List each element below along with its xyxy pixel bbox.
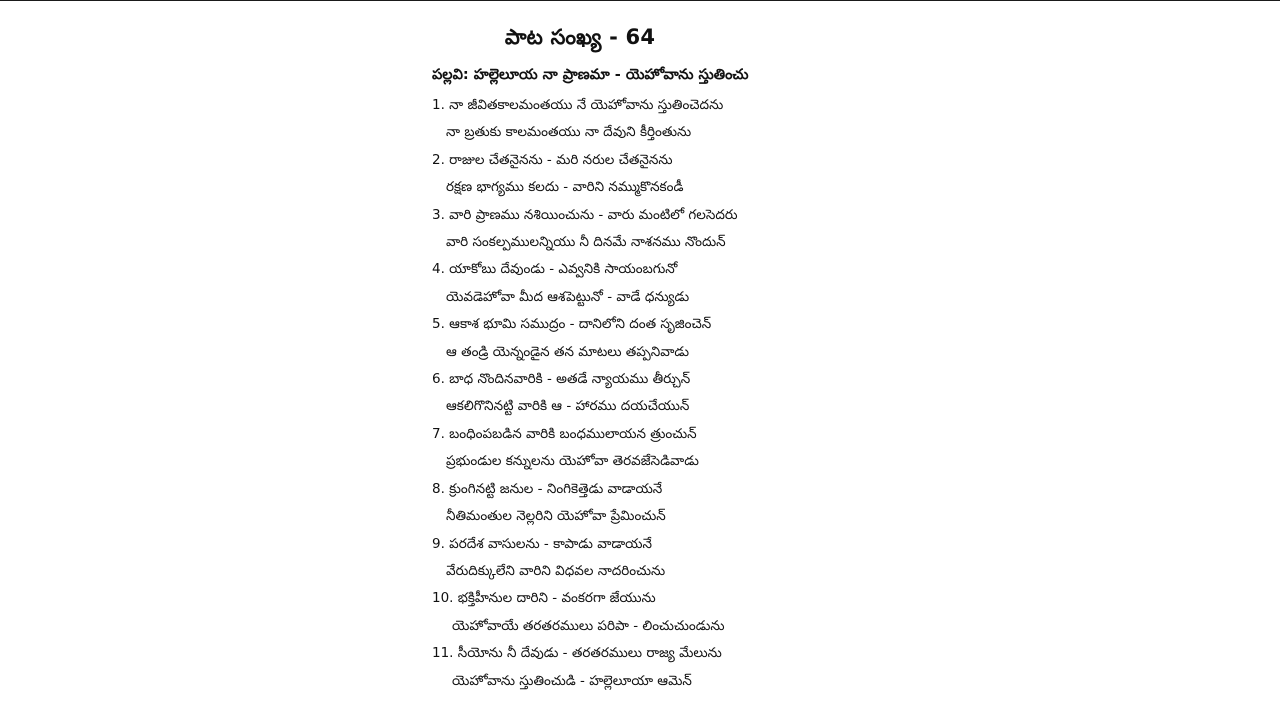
- verse-6-line-2: ఆకలిగొనినట్టి వారికి ఆ - హారము దయచేయున్: [446, 398, 690, 415]
- verse-3: [432, 202, 852, 257]
- verse-4-line-1: 4. యాకోబు దేవుండు - ఎవ్వనికి సాయంబగునో: [432, 261, 678, 278]
- verse-11-line-2: యెహోవాను స్తుతించుడి - హల్లెలూయా ఆమెన్: [452, 672, 692, 689]
- verse-3-line-1: 3. వారి ప్రాణము నశియించును - వారు మంటిలో గలసెదరు: [432, 206, 738, 223]
- song-page: [432, 22, 852, 695]
- verse-2: [432, 147, 852, 202]
- verse-10-line-2: యెహోవాయే తరతరములు పరిపా - లించుచుండును: [452, 617, 725, 634]
- top-border-line: [0, 0, 1280, 1]
- verse-list: [432, 92, 852, 695]
- verse-9-line-1: 9. పరదేశ వాసులను - కాపాడు వాడాయనే: [432, 535, 652, 552]
- verse-9: [432, 531, 852, 586]
- verse-10-line-1: 10. భక్తిహీనుల దారిని - వంకరగా జేయును: [432, 590, 656, 607]
- verse-8: [432, 476, 852, 531]
- verse-3-line-2: వారి సంకల్పములన్నియు నీ దినమే నాశనము నొందున్: [446, 234, 726, 251]
- verse-2-line-2: రక్షణ భాగ్యము కలదు - వారిని నమ్ముకొనకండీ: [446, 179, 684, 196]
- verse-7: [432, 421, 852, 476]
- verse-7-line-2: ప్రభుండుల కన్నులను యెహోవా తెరవజేసెడివాడు: [446, 453, 699, 470]
- verse-6-line-1: 6. బాధ నొందినవారికి - అతడే న్యాయము తీర్చున్: [432, 371, 691, 388]
- verse-5: [432, 311, 852, 366]
- verse-5-line-1: 5. ఆకాశ భూమి సముద్రం - దానిలోని దంత సృజించెన్: [432, 316, 712, 333]
- verse-11-line-1: 11. సీయోను నీ దేవుడు - తరతరములు రాజ్య మేలును: [432, 645, 722, 662]
- verse-9-line-2: వేరుదిక్కులేని వారిని విధవల నాదరించును: [446, 562, 666, 579]
- verse-8-line-2: నీతిమంతుల నెల్లరిని యెహోవా ప్రేమించున్: [446, 508, 666, 525]
- verse-7-line-1: 7. బంధింపబడిన వారికి బంధములాయన త్రుంచున్: [432, 425, 697, 442]
- verse-11: [432, 640, 852, 695]
- verse-4-line-2: యెవడెహోవా మీద ఆశపెట్టునో - వాడే ధన్యుడు: [446, 288, 690, 305]
- verse-6: [432, 366, 852, 421]
- verse-4: [432, 256, 852, 311]
- song-title: పాట సంఖ్య - 64: [504, 25, 656, 49]
- verse-1-line-1: 1. నా జీవితకాలమంతయు నే యెహోవాను స్తుతించెదను: [432, 97, 724, 113]
- verse-2-line-1: 2. రాజుల చేతనైనను - మరి నరుల చేతనైనను: [432, 151, 673, 168]
- verse-5-line-2: ఆ తండ్రి యెన్నండైన తన మాటలు తప్పనివాడు: [446, 343, 690, 360]
- verse-8-line-1: 8. క్రుంగినట్టి జనుల - నింగికెత్తెడు వాడాయనే: [432, 480, 663, 497]
- verse-1-line-2: నా బ్రతుకు కాలమంతయు నా దేవుని కీర్తింతును: [446, 124, 692, 141]
- verse-1: [432, 92, 852, 147]
- verse-10: [432, 585, 852, 640]
- chorus-line: పల్లవి: హల్లెలూయ నా ప్రాణమా - యెహోవాను స్తుతించు: [432, 67, 749, 83]
